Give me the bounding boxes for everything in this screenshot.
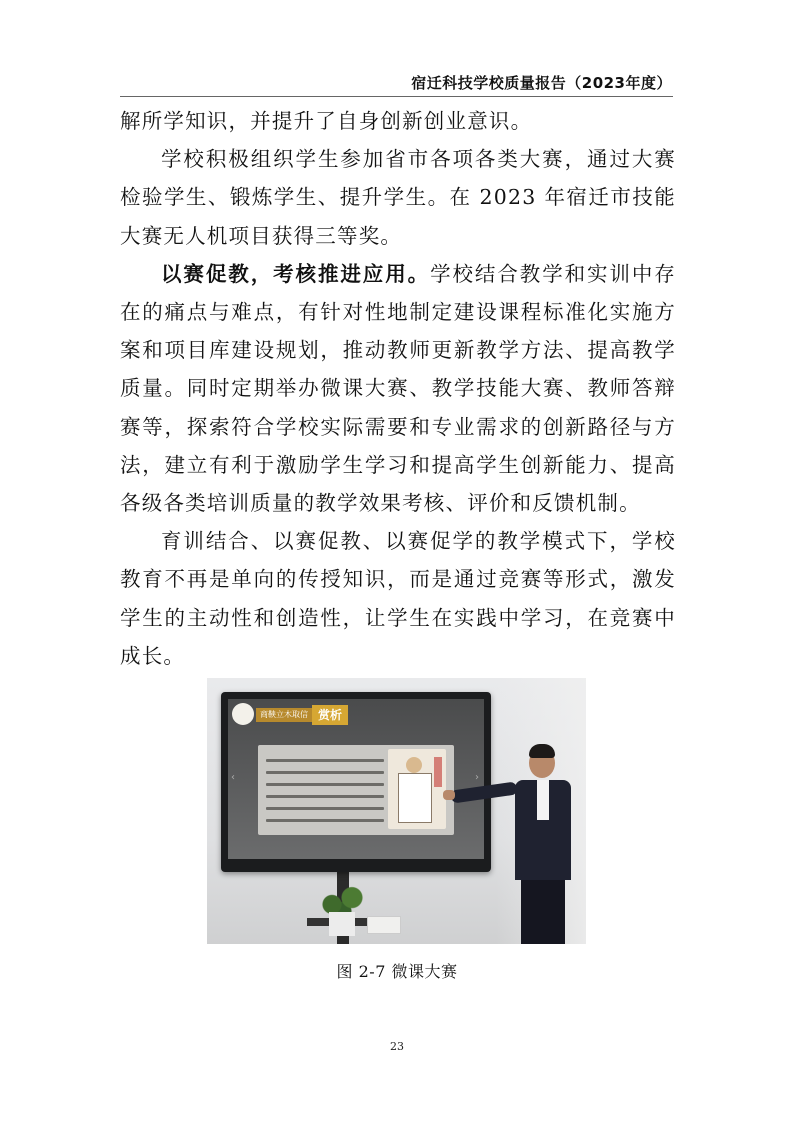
slide-title: 赏析 — [312, 705, 348, 725]
page-number: 23 — [390, 1040, 404, 1053]
body-text — [120, 102, 676, 675]
paragraph-2: 学校积极组织学生参加省市各项各类大赛，通过大赛检验学生、锻炼学生、提升学生。在 2023 年宿迁市技能大赛无人机项目获得三等奖。 — [120, 147, 676, 248]
running-header: 宿迁科技学校质量报告（2023年度） — [411, 74, 672, 92]
slide-tag: 商鞅立木取信 — [256, 708, 312, 722]
presentation-screen — [228, 699, 484, 859]
display-monitor — [221, 692, 491, 872]
header-rule — [120, 96, 673, 97]
chevron-right-icon: › — [475, 772, 479, 783]
paragraph-3 — [120, 255, 676, 522]
slide-content-box — [258, 745, 454, 835]
paragraph-1: 解所学知识，并提升了自身创新创业意识。 — [120, 109, 533, 133]
presenter — [493, 740, 583, 944]
figure-caption: 图 2-7 微课大赛 — [336, 962, 458, 981]
paragraph-3-body: 学校结合教学和实训中存在的痛点与难点，有针对性地制定建设课程标准化实施方案和项目库建设规划，推动教师更新教学方法、提高教学质量。同时定期举办微课大赛、教学技能大赛、教师答辩赛等，探索符合学校实际需要和专业需求的创新路径与方法，建立有利于激励学生学习和提高学生创新能力、提高各级各类培训质量的教学效果考核、评价和反馈机制。 — [120, 261, 677, 516]
chevron-left-icon: ‹ — [231, 772, 235, 783]
white-box — [367, 916, 401, 934]
paragraph-4: 育训结合、以赛促教、以赛促学的教学模式下，学校教育不再是单向的传授知识，而是通过竞赛等形式，激发学生的主动性和创造性，让学生在实践中学习，在竞赛中成长。 — [120, 529, 676, 668]
school-logo — [232, 703, 254, 725]
plant-pot — [329, 912, 355, 936]
figure-photo — [207, 678, 586, 944]
slide-illustration — [388, 749, 446, 829]
slide-text-lines — [266, 759, 384, 831]
paragraph-3-lead: 以赛促教，考核推进应用。 — [161, 261, 431, 286]
